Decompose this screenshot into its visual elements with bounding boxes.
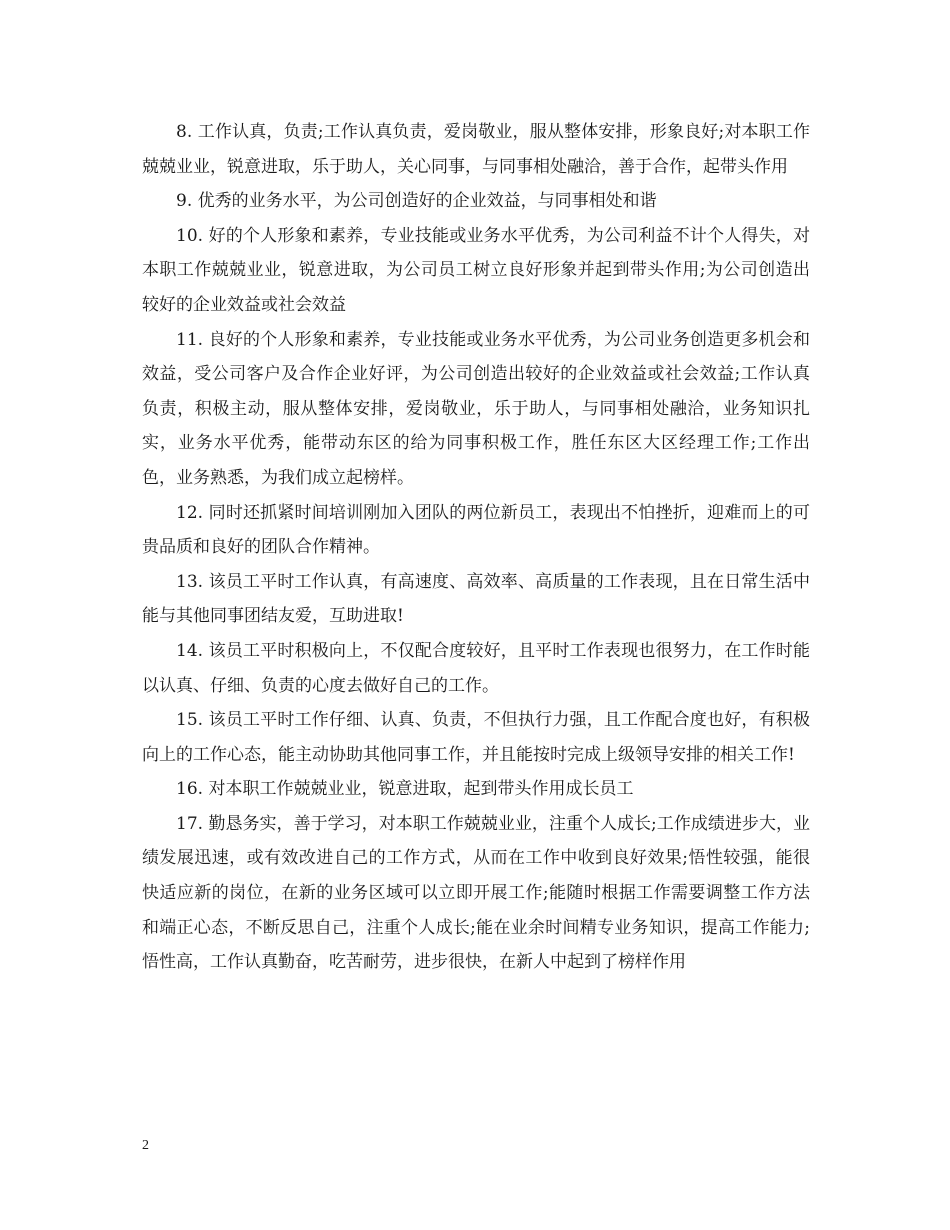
document-body xyxy=(142,115,810,980)
paragraph-16: 16. 对本职工作兢兢业业，锐意进取，起到带头作用成长员工 xyxy=(176,779,634,800)
paragraph-10: 10. 好的个人形象和素养，专业技能或业务水平优秀，为公司利益不计个人得失，对本职工作兢兢业业，锐意进取，为公司员工树立良好形象并起到带头作用;为公司创造出较好的企业效益或社会效益 xyxy=(142,225,810,315)
paragraph-8: 8. 工作认真，负责;工作认真负责，爱岗敬业，服从整体安排，形象良好;对本职工作兢兢业业，锐意进取，乐于助人，关心同事，与同事相处融洽，善于合作，起带头作用 xyxy=(142,122,810,177)
paragraph-17: 17. 勤恳务实，善于学习，对本职工作兢兢业业，注重个人成长;工作成绩进步大，业绩发展迅速，或有效改进自己的工作方式，从而在工作中收到良好效果;悟性较强，能很快适应新的岗位，在新的业务区域可以立即开展工作;能随时根据工作需要调整工作方法和端正心态，不断反思自己，注重个人成长;能在业余时间精专业务知识，提高工作能力;悟性高，工作认真勤奋，吃苦耐劳，进步很快，在新人中起到了榜样作用 xyxy=(142,813,810,973)
paragraph-11: 11. 良好的个人形象和素养，专业技能或业务水平优秀，为公司业务创造更多机会和效益，受公司客户及合作企业好评，为公司创造出较好的企业效益或社会效益;工作认真负责，积极主动，服从整体安排，爱岗敬业，乐于助人，与同事相处融洽，业务知识扎实，业务水平优秀，能带动东区的给为同事积极工作，胜任东区大区经理工作;工作出色，业务熟悉，为我们成立起榜样。 xyxy=(142,329,810,488)
paragraph-12: 12. 同时还抓紧时间培训刚加入团队的两位新员工，表现出不怕挫折，迎难而上的可贵品质和良好的团队合作精神。 xyxy=(142,502,810,558)
paragraph-9: 9. 优秀的业务水平，为公司创造好的企业效益，与同事相处和谐 xyxy=(176,191,657,212)
page-number: 2 xyxy=(142,1138,149,1153)
paragraph-14: 14. 该员工平时积极向上，不仅配合度较好，且平时工作表现也很努力，在工作时能以认真、仔细、负责的心度去做好自己的工作。 xyxy=(142,640,810,696)
paragraph-15: 15. 该员工平时工作仔细、认真、负责，不但执行力强，且工作配合度也好，有积极向上的工作心态，能主动协助其他同事工作，并且能按时完成上级领导安排的相关工作! xyxy=(142,710,810,765)
paragraph-13: 13. 该员工平时工作认真，有高速度、高效率、高质量的工作表现，且在日常生活中能与其他同事团结友爱，互助进取! xyxy=(142,571,810,627)
